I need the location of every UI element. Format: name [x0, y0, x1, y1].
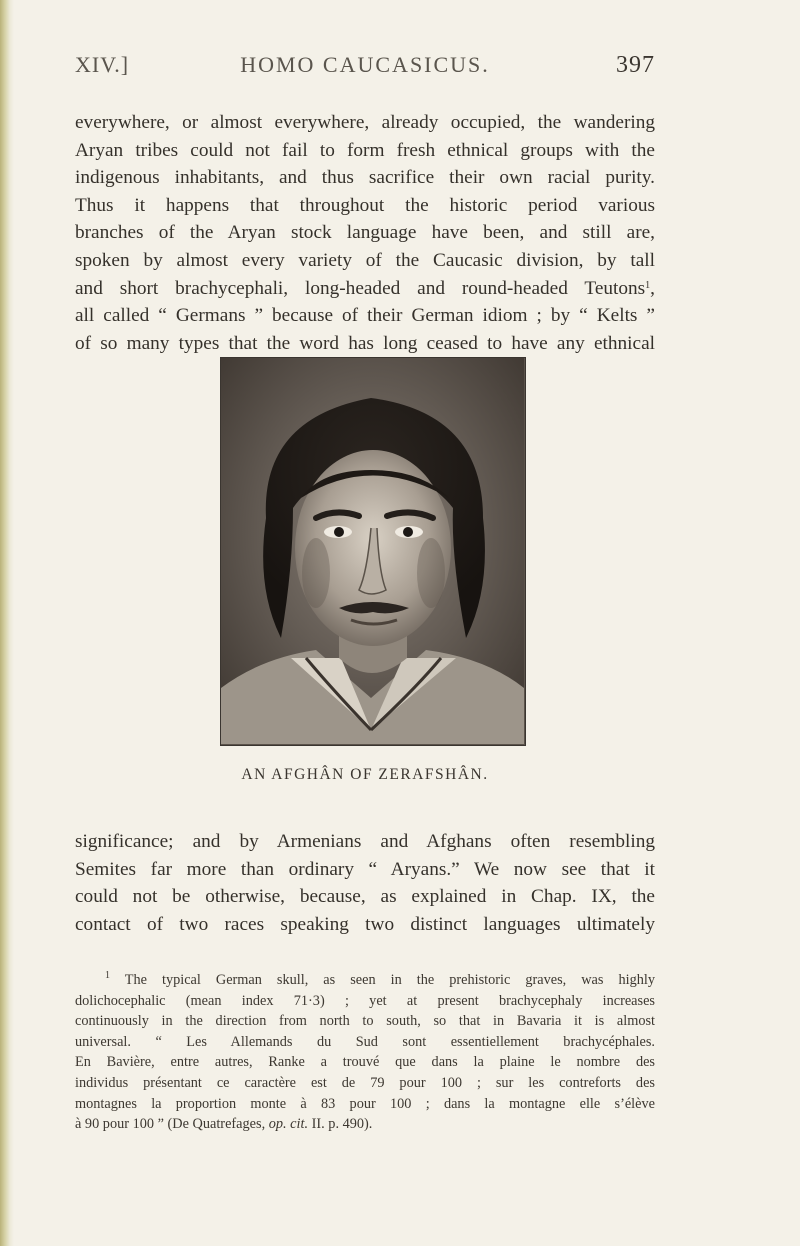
footnote-line: continuously in the direction from north to south, so that in Bavaria it is almost	[75, 1013, 655, 1030]
text-line-with-footnote: and short brachycephali, long-headed and round-headed Teutons$^1$,	[75, 277, 655, 299]
footnote-line: individus présentant ce caractère est de 79 pour 100 ; sur les contreforts des	[75, 1074, 655, 1091]
page-number: 397	[616, 52, 655, 78]
footnote-number: 1	[105, 970, 110, 981]
text-line: contact of two races speaking two distinct languages ultimately	[75, 913, 655, 935]
portrait-illustration	[221, 358, 524, 744]
text-line: indigenous inhabitants, and thus sacrifice their own racial purity.	[75, 167, 655, 189]
text-fragment: and short brachycephali, long-headed and round-headed Teutons	[75, 277, 646, 299]
text-line: Aryan tribes could not fail to form fresh ethnical groups with the	[75, 139, 655, 161]
text-line: Semites far more than ordinary “ Aryans.” We now see that it	[75, 858, 655, 880]
chapter-number: XIV.]	[75, 52, 130, 77]
text-line: Thus it happens that throughout the historic period various	[75, 194, 655, 216]
footnote-line: En Bavière, entre autres, Ranke a trouvé que dans la plaine le nombre des	[75, 1054, 655, 1071]
body-paragraph-top	[75, 109, 655, 357]
footnote-line: universal. “ Les Allemands du Sud sont essentiellement brachycéphales.	[75, 1033, 655, 1050]
citation-abbrev: op. cit.	[268, 1116, 309, 1133]
footnote-block	[75, 970, 655, 1135]
text-line: spoken by almost every variety of the Caucasic division, by tall	[75, 249, 655, 271]
text-fragment: The typical German skull, as seen in the prehistoric graves, was highly	[124, 972, 655, 988]
footnote-line: dolichocephalic (mean index 71·3) ; yet at present brachycephaly increases	[75, 992, 655, 1009]
text-fragment: II. p. 490).	[311, 1116, 373, 1133]
footnote-line-last	[75, 1114, 655, 1135]
running-title: HOMO CAUCASICUS.	[240, 52, 490, 77]
body-paragraph-bottom	[75, 828, 655, 938]
running-header	[75, 52, 655, 82]
text-line: could not be otherwise, because, as explained in Chap. IX, the	[75, 886, 655, 908]
portrait-photograph	[220, 357, 526, 746]
footnote-marker: 1	[645, 279, 651, 291]
text-line: significance; and by Armenians and Afghans often resembling	[75, 831, 655, 852]
figure-caption: AN AFGHÂN OF ZERAFSHÂN.	[241, 766, 489, 783]
footnote-line: montagnes la proportion monte à 83 pour 100 ; dans la montagne elle s’élève	[75, 1095, 655, 1112]
text-fragment: à 90 pour 100 ” (De Quatrefages,	[75, 1116, 266, 1133]
page-binding-edge	[0, 0, 14, 1246]
text-line: all called “ Germans ” because of their German idiom ; by “ Kelts ”	[75, 305, 655, 327]
text-line: branches of the Aryan stock language have been, and still are,	[75, 222, 655, 244]
text-line: everywhere, or almost everywhere, already occupied, the wandering	[75, 112, 655, 133]
text-line: of so many types that the word has long ceased to have any ethnical	[75, 332, 655, 354]
footnote-line	[75, 970, 655, 991]
